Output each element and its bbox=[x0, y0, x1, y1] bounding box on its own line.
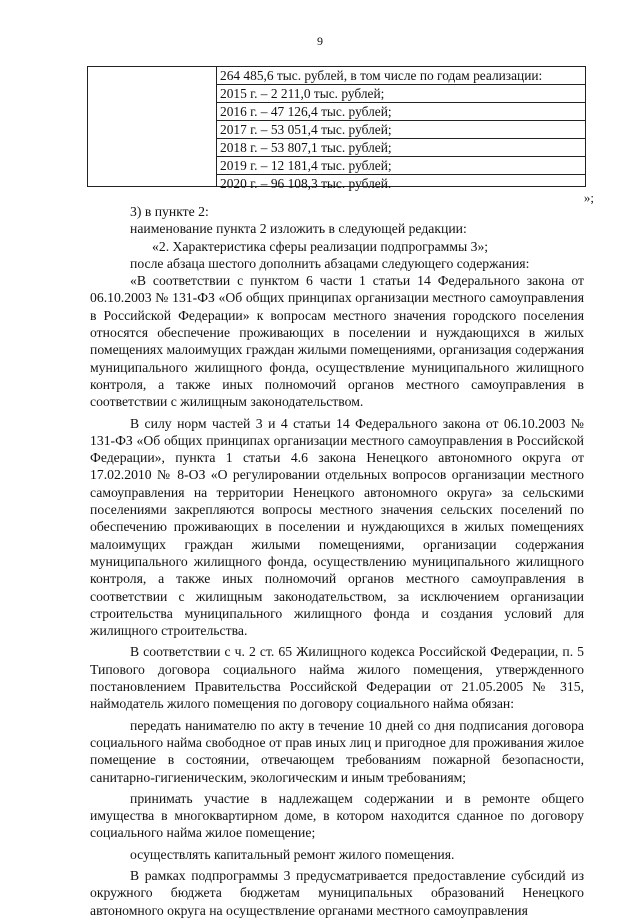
paragraph-instruction: наименование пункта 2 изложить в следующей редакции: bbox=[130, 221, 467, 237]
paragraph-body: В силу норм частей 3 и 4 статьи 14 Федерального закона от 06.10.2003 № 131-ФЗ «Об общих принципах организации местного самоуправления в Российской Федерации», пункта 1 статьи 4.6 закона Ненецкого автономного округа от 17.02.2010 № 8-ОЗ «О регулировании отдельных вопросов организации местного самоуправления на территории Ненецкого автономного округа» за сельскими поселениями закрепляются вопросы местного значения сельских поселений по обеспечению проживающих в поселении и нуждающихся в жилых помещениях малоимущих граждан жилыми помещениями, организации содержания муниципального жилищного фонда, осуществлению муниципального жилищного контроля, а также иных полномочий органов местного самоуправления в соответствии с жилищным законодательством, за исключением организации строительства муниципального жилищного фонда и создания условий для жилищного строительства. bbox=[90, 415, 584, 639]
table-row: 2015 г. – 2 211,0 тыс. рублей; bbox=[217, 85, 585, 103]
paragraph-list-item: принимать участие в надлежащем содержании и в ремонте общего имущества в многоквартирном доме, в котором находится сданное по договору социального найма жилое помещение; bbox=[90, 790, 584, 841]
table-row: 264 485,6 тыс. рублей, в том числе по годам реализации: bbox=[217, 67, 585, 85]
table-row: 2016 г. – 47 126,4 тыс. рублей; bbox=[217, 103, 585, 121]
document-body bbox=[90, 203, 584, 919]
paragraph-body: В соответствии с ч. 2 ст. 65 Жилищного кодекса Российской Федерации, п. 5 Типового договора социального найма жилого помещения, утвержденного постановлением Правительства Российской Федерации от 21.05.2005 № 315, наймодатель жилого помещения по договору социального найма обязан: bbox=[90, 644, 584, 712]
paragraph-item-3: 3) в пункте 2: bbox=[130, 204, 209, 219]
paragraph-body: В рамках подпрограммы 3 предусматривается предоставление субсидий из окружного бюджета бюджетам муниципальных образований Ненецкого автономного округа на осуществление органами местного самоуправления bbox=[90, 867, 584, 918]
paragraph-body: «В соответствии с пунктом 6 части 1 статьи 14 Федерального закона от 06.10.2003 № 131-ФЗ «Об общих принципах организации местного самоуправления в Российской Федерации» к вопросам местного значения городского поселения относятся обеспечение проживающих в поселении и нуждающихся в жилых помещениях малоимущих граждан жилыми помещениями, организация содержания муниципального жилищного фонда, осуществление муниципального жилищного контроля, а также иных полномочий органов местного самоуправления в соответствии с жилищным законодательством. bbox=[90, 273, 584, 410]
page-number: 9 bbox=[317, 34, 323, 48]
paragraph-instruction: после абзаца шестого дополнить абзацами следующего содержания: bbox=[130, 255, 530, 271]
table-row: 2020 г. – 96 108,3 тыс. рублей. bbox=[220, 176, 392, 191]
paragraph-list-item: осуществлять капитальный ремонт жилого помещения. bbox=[130, 846, 455, 862]
table-left-cell bbox=[88, 67, 217, 186]
table-row: 2019 г. – 12 181,4 тыс. рублей; bbox=[217, 157, 585, 175]
funding-table bbox=[87, 66, 586, 191]
table-row: 2017 г. – 53 051,4 тыс. рублей; bbox=[217, 121, 585, 139]
table-closing-quote: »; bbox=[583, 190, 594, 205]
table-row: 2018 г. – 53 807,1 тыс. рублей; bbox=[217, 139, 585, 157]
paragraph-list-item: передать нанимателю по акту в течение 10 дней со дня подписания договора социального найма свободное от прав иных лиц и пригодное для проживания жилое помещение в состоянии, отвечающем требованиям пожарной безопасности, санитарно-гигиеническим, экологическим и иным требованиям; bbox=[90, 717, 584, 785]
table-right-cell bbox=[217, 67, 585, 192]
paragraph-section-title: «2. Характеристика сферы реализации подпрограммы 3»; bbox=[152, 238, 489, 254]
